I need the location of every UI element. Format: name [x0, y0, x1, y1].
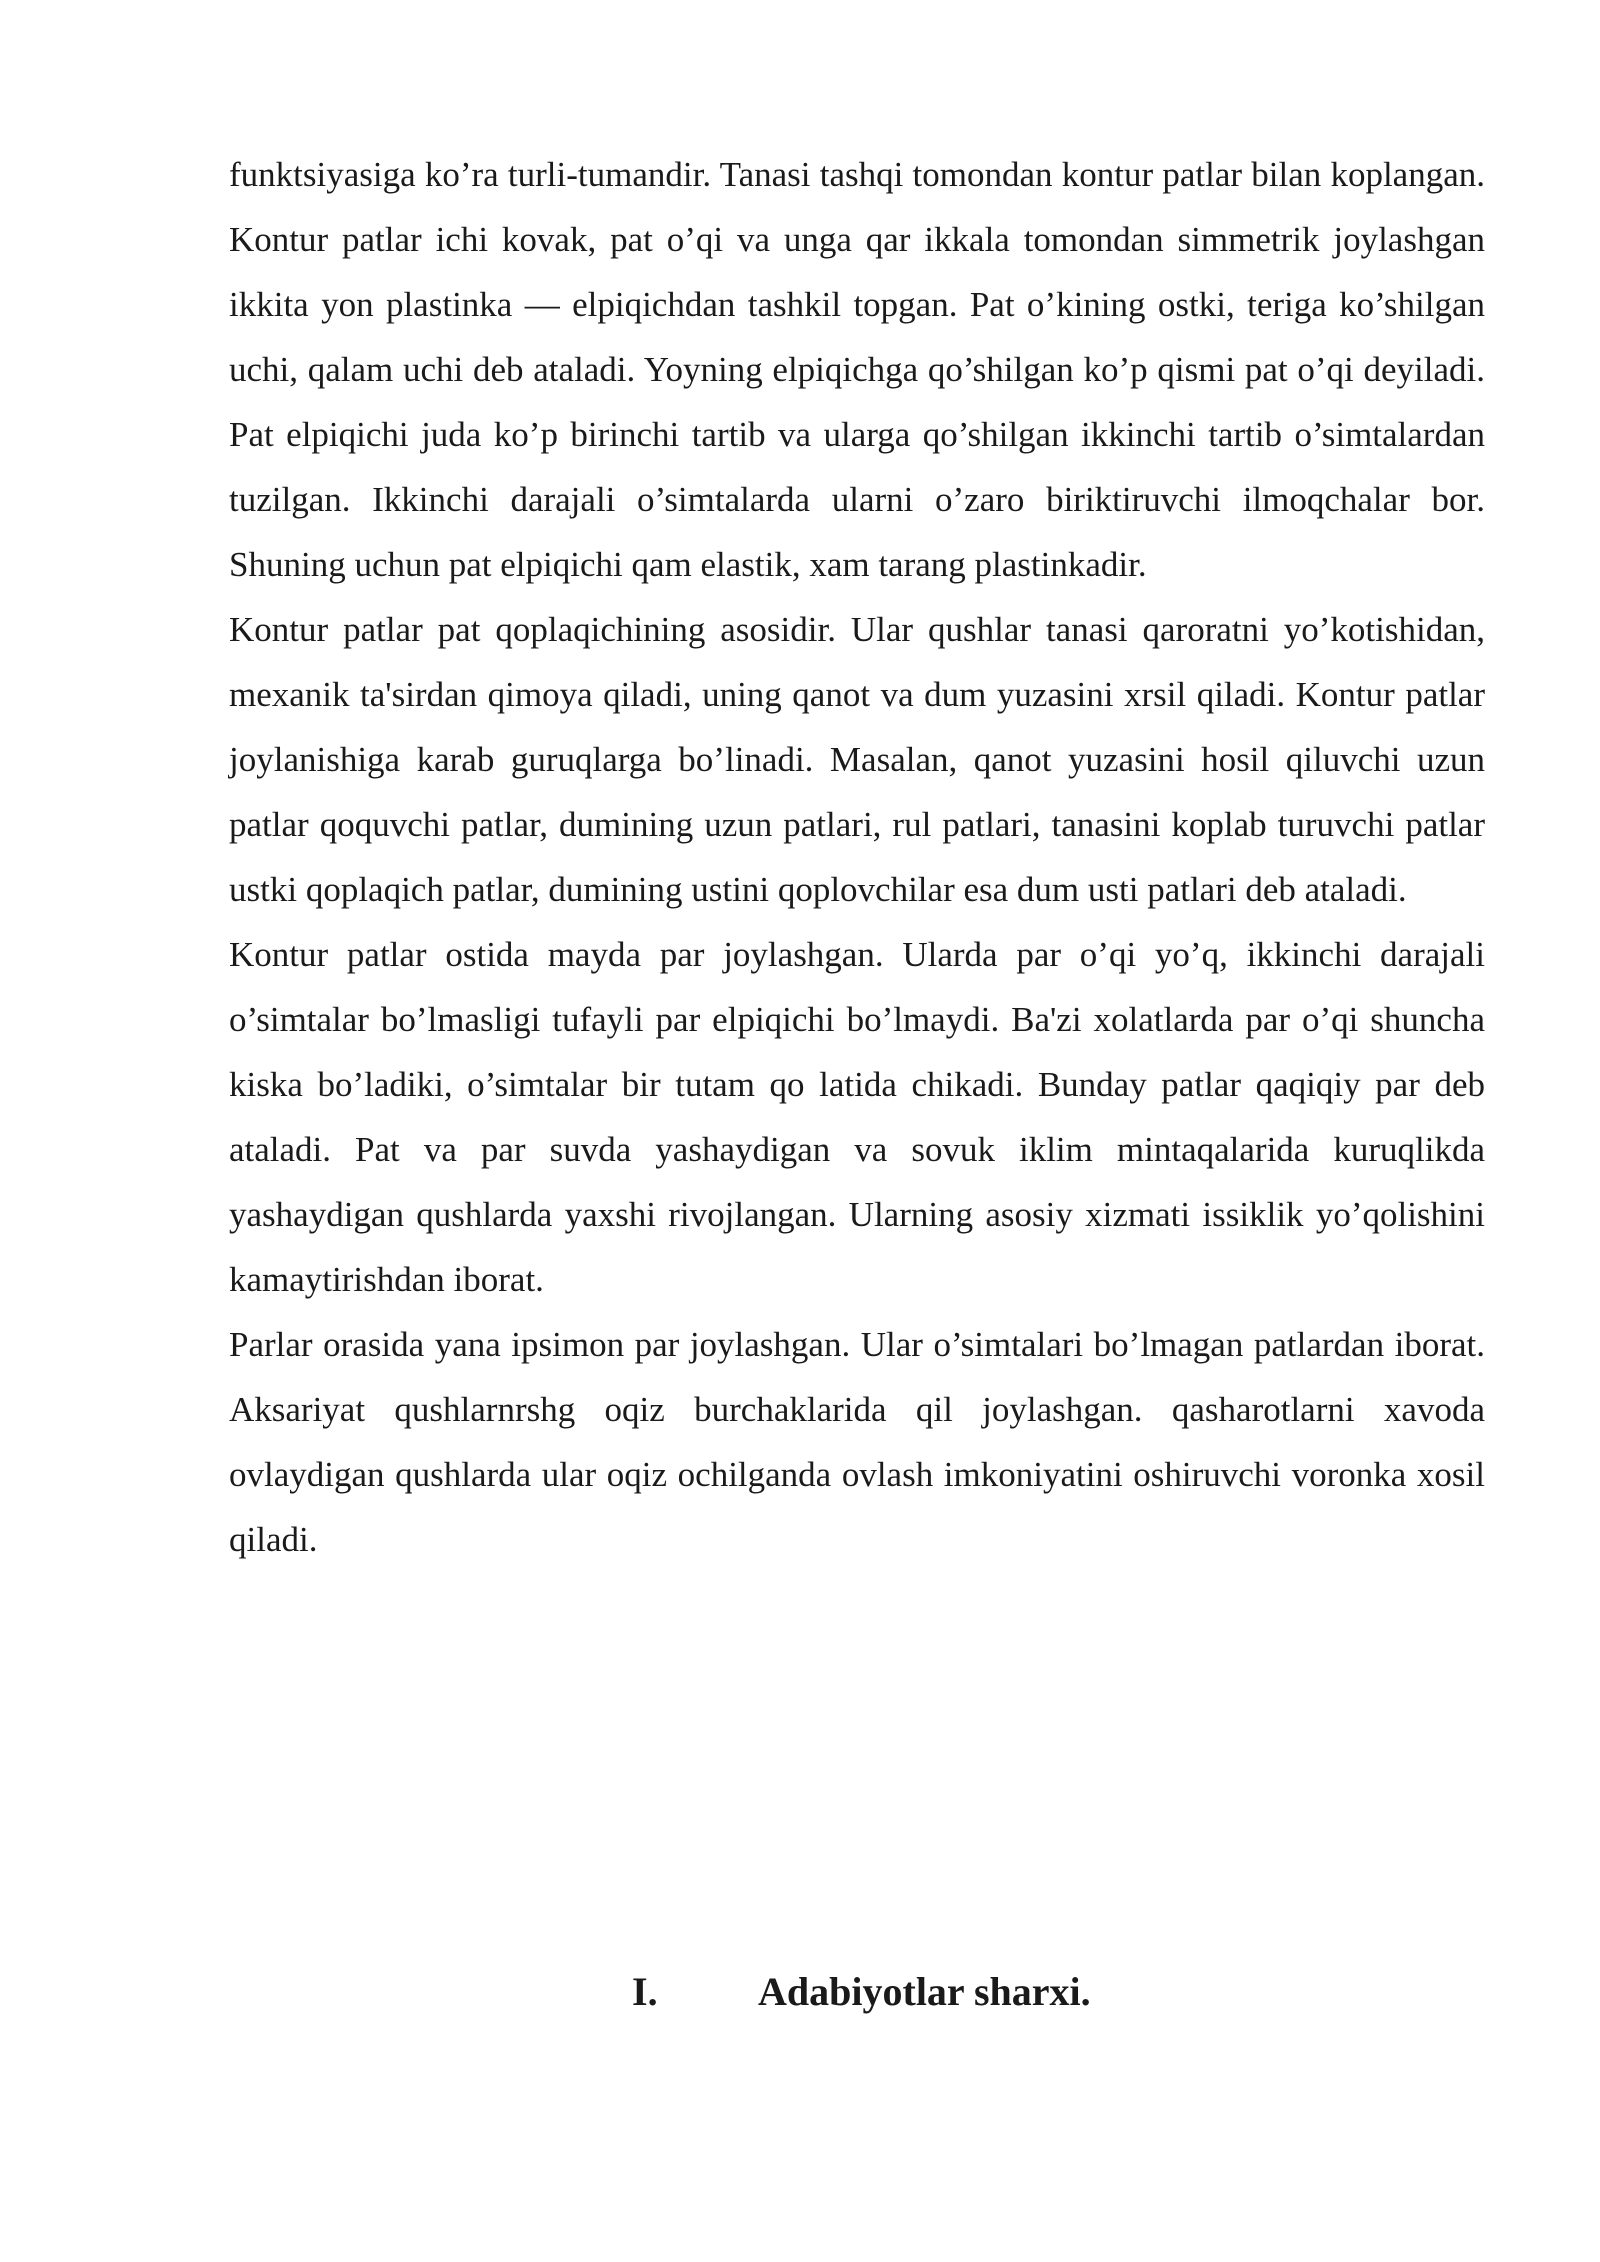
section-heading	[0, 1968, 1600, 2038]
section-number: I.	[632, 1969, 658, 2014]
body-text	[229, 142, 1485, 1572]
paragraph-down-feathers: Kontur patlar ostida mayda par joylashgan. Ularda par o’qi yo’q, ikkinchi darajali o’simtalar bo’lmasligi tufayli par elpiqichi bo’lmaydi. Ba'zi xolatlarda par o’qi shuncha kiska bo’ladiki, o’simtalar bir tutam qo latida chikadi. Bunday patlar qaqiqiy par deb ataladi. Pat va par suvda yashaydigan va sovuk iklim mintaqalarida kuruqlikda yashaydigan qushlarda yaxshi rivojlangan. Ularning asosiy xizmati issiklik yo’qolishini kamaytirishdan iborat.	[229, 935, 1485, 1299]
section-title: Adabiyotlar sharxi.	[758, 1969, 1091, 2014]
paragraph-filoplumes: Parlar orasida yana ipsimon par joylashgan. Ular o’simtalari bo’lmagan patlardan iborat. Aksariyat qushlarnrshg oqiz burchaklarida qil joylashgan. qasharotlarni xavoda ovlaydigan qushlarda ular oqiz ochilganda ovlash imkoniyatini oshiruvchi voronka xosil qiladi.	[229, 1325, 1485, 1559]
paragraph-feather-structure: funktsiyasiga ko’ra turli-tumandir. Tanasi tashqi tomondan kontur patlar bilan koplangan. Kontur patlar ichi kovak, pat o’qi va unga qar ikkala tomondan simmetrik joylashgan ikkita yon plastinka — elpiqichdan tashkil topgan. Pat o’kining ostki, teriga ko’shilgan uchi, qalam uchi deb ataladi. Yoyning elpiqichga qo’shilgan ko’p qismi pat o’qi deyiladi. Pat elpiqichi juda ko’p birinchi tartib va ularga qo’shilgan ikkinchi tartib o’simtalardan tuzilgan. Ikkinchi darajali o’simtalarda ularni o’zaro biriktiruvchi ilmoqchalar bor. Shuning uchun pat elpiqichi qam elastik, xam tarang plastinkadir.	[229, 155, 1485, 584]
paragraph-contour-feathers: Kontur patlar pat qoplaqichining asosidir. Ular qushlar tanasi qaroratni yo’kotishidan, mexanik ta'sirdan qimoya qiladi, uning qanot va dum yuzasini xrsil qiladi. Kontur patlar joylanishiga karab guruqlarga bo’linadi. Masalan, qanot yuzasini hosil qiluvchi uzun patlar qoquvchi patlar, dumining uzun patlari, rul patlari, tanasini koplab turuvchi patlar ustki qoplaqich patlar, dumining ustini qoplovchilar esa dum usti patlari deb ataladi.	[229, 610, 1485, 909]
